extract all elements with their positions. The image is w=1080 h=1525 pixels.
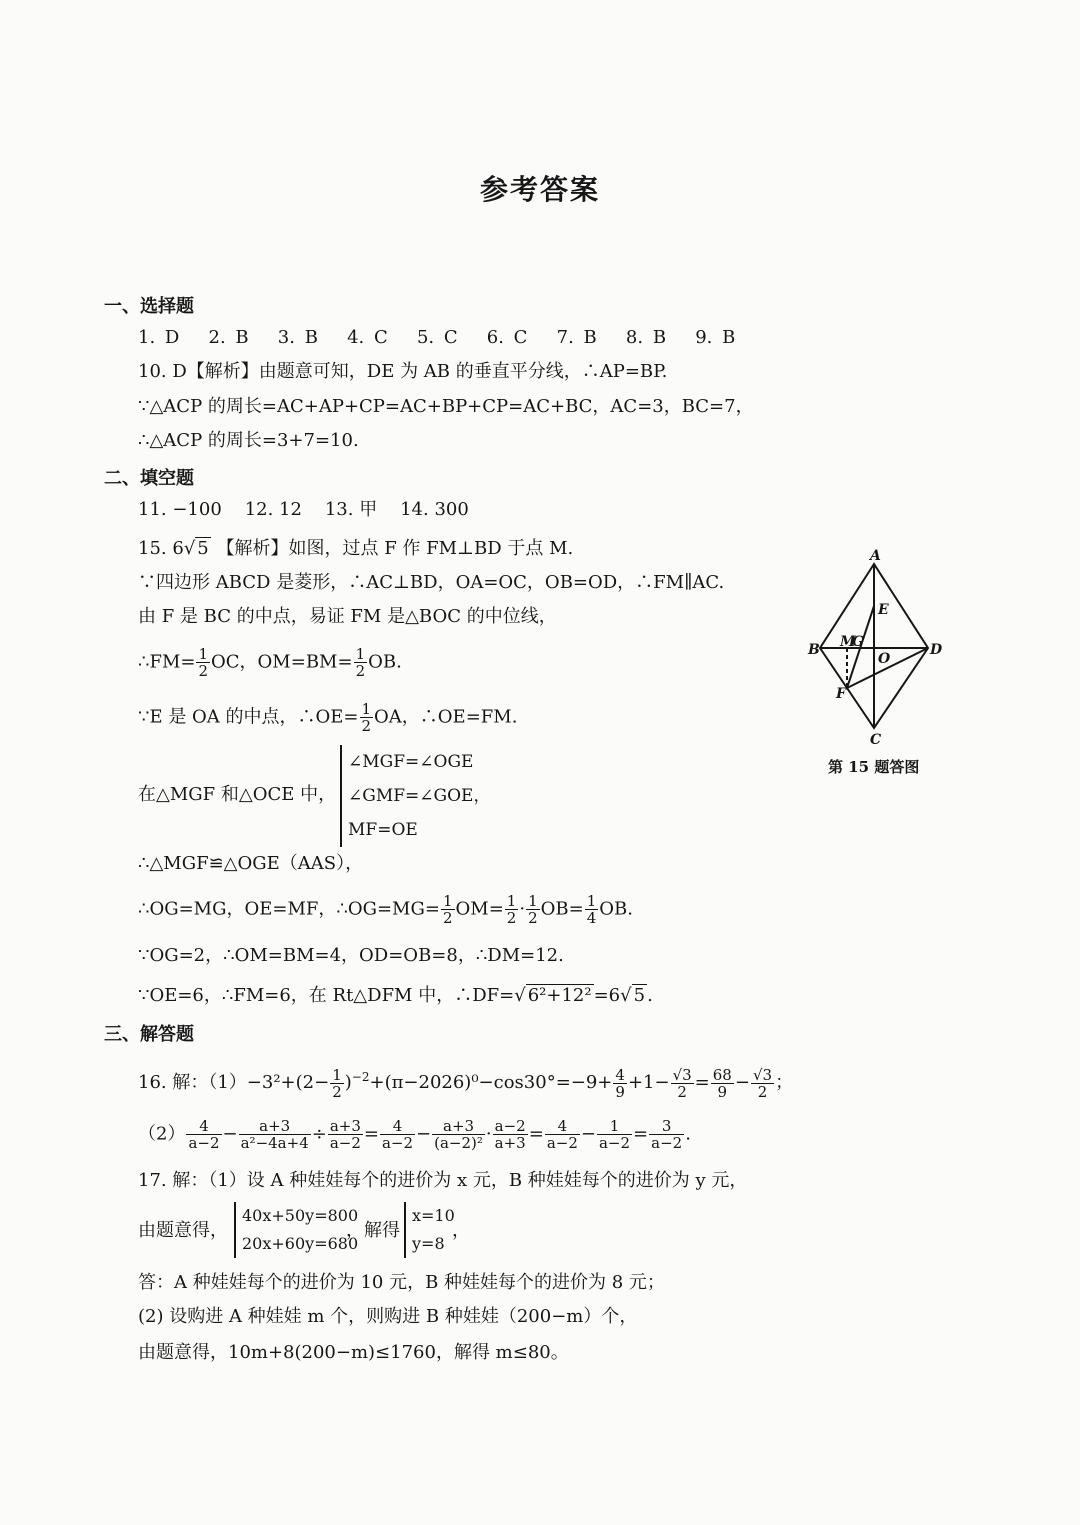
text: OA，∴OE=FM. xyxy=(374,706,518,728)
text: ∵E 是 OA 的中点，∴OE= xyxy=(138,706,359,728)
numerator: 3 xyxy=(649,1118,684,1135)
operator: − xyxy=(416,1123,432,1145)
condition-row: ∠MGF=∠OGE xyxy=(348,752,474,772)
section-heading-fill: 二、填空题 xyxy=(104,468,194,489)
q17-solve-label: ，解得 xyxy=(346,1220,400,1241)
q15-line5 xyxy=(138,701,517,734)
q17-line1: 17. 解：（1）设 A 种娃娃每个的进价为 x 元，B 种娃娃每个的进价为 y 元， xyxy=(138,1170,748,1191)
figure-caption: 第 15 题答图 xyxy=(828,758,920,776)
text: OM= xyxy=(455,898,504,920)
label-g: G xyxy=(852,634,864,650)
text: OB. xyxy=(599,898,633,920)
label-d: D xyxy=(930,642,943,658)
text: ∵OE=6，∴FM=6，在 Rt△DFM 中，∴DF= xyxy=(138,985,515,1006)
answer-13: 13. 甲 xyxy=(324,499,378,520)
denominator: 2 xyxy=(355,662,366,680)
numerator: a+3 xyxy=(239,1118,311,1135)
numerator: a+3 xyxy=(329,1117,361,1135)
text: . xyxy=(647,985,653,1006)
denominator: 2 xyxy=(677,1082,687,1101)
text: ∴OG=MG，OE=MF，∴OG=MG= xyxy=(138,898,440,920)
text: OC，OM=BM= xyxy=(211,651,353,673)
operator: = xyxy=(528,1123,544,1145)
fraction-half xyxy=(526,893,540,926)
numerator: 1 xyxy=(361,700,372,718)
numerator: 4 xyxy=(545,1118,580,1135)
text: ) xyxy=(344,1072,352,1093)
page-title: 参考答案 xyxy=(479,173,600,206)
answer-2: 2. B xyxy=(208,327,249,348)
fraction-half xyxy=(330,1067,344,1100)
operator: ÷ xyxy=(311,1123,327,1145)
operator: = xyxy=(633,1123,649,1145)
numerator: 1 xyxy=(506,892,517,910)
label-o: O xyxy=(878,651,891,667)
numerator: 1 xyxy=(442,892,453,910)
fraction xyxy=(186,1118,221,1151)
text: 16. 解：（1）−3²+ xyxy=(138,1072,296,1093)
text: OB= xyxy=(540,898,584,920)
q10-line1: 10. D【解析】由题意可知，DE 为 AB 的垂直平分线，∴AP=BP. xyxy=(138,361,668,382)
fraction xyxy=(751,1067,774,1100)
condition-row: MF=OE xyxy=(348,820,418,840)
answer-3: 3. B xyxy=(277,327,318,348)
answer-7: 7. B xyxy=(556,327,597,348)
answer-5: 5. C xyxy=(416,327,458,348)
rhombus-figure xyxy=(800,548,960,748)
numerator: 1 xyxy=(332,1065,342,1084)
numerator: a+3 xyxy=(432,1118,485,1135)
fraction xyxy=(380,1118,415,1151)
choice-answers xyxy=(138,325,735,351)
numerator: a−2 xyxy=(494,1117,526,1135)
denominator: 2 xyxy=(332,1082,342,1101)
equation-row: 40x+50y=800 xyxy=(242,1206,359,1225)
sqrt-expression: 5 xyxy=(633,985,646,1006)
fraction xyxy=(671,1067,694,1100)
text: − xyxy=(734,1072,750,1093)
q15-line10: ∵OE=6，∴FM=6，在 Rt△DFM 中，∴DF=√ 6²+12² =6√ 5 . xyxy=(138,985,653,1006)
section-heading-solution: 三、解答题 xyxy=(104,1024,194,1045)
q15-analysis: 【解析】如图，过点 F 作 FM⊥BD 于点 M. xyxy=(216,538,574,559)
condition-row: ∠GMF=∠GOE， xyxy=(348,786,491,806)
label-m: M xyxy=(840,634,856,650)
label-a: A xyxy=(870,548,881,564)
denominator: 4 xyxy=(586,909,597,927)
numerator: 1 xyxy=(586,892,597,910)
solution-row: y=8 xyxy=(412,1234,445,1253)
denominator: 2 xyxy=(361,717,372,735)
text: . xyxy=(685,1123,691,1145)
denominator: 2 xyxy=(757,1082,768,1101)
fraction-half xyxy=(441,893,455,926)
sqrt-expression: 6²+12² xyxy=(527,985,592,1006)
operator: − xyxy=(580,1123,596,1145)
numerator: 1 xyxy=(528,892,538,910)
section-heading-choice: 一、选择题 xyxy=(104,296,194,317)
denominator: a−2 xyxy=(651,1134,683,1152)
fraction xyxy=(239,1118,311,1151)
numerator: 1 xyxy=(597,1118,632,1135)
denominator: (a−2)² xyxy=(434,1134,483,1152)
q15-line9: ∵OG=2，∴OM=BM=4，OD=OB=8，∴DM=12. xyxy=(138,945,564,966)
fraction-half xyxy=(354,646,368,679)
text: ∴FM= xyxy=(138,651,196,673)
denominator: a−2 xyxy=(381,1134,414,1152)
numerator: 1 xyxy=(355,645,366,663)
fraction xyxy=(613,1067,627,1100)
numerator: 1 xyxy=(198,645,209,663)
q15-line2: ∵四边形 ABCD 是菱形，∴AC⊥BD，OA=OC，OB=OD，∴FM∥AC. xyxy=(138,572,725,593)
fraction-half xyxy=(505,893,519,926)
answer-9: 9. B xyxy=(695,327,736,348)
answer-8: 8. B xyxy=(625,327,667,348)
fraction xyxy=(432,1118,485,1151)
q15-sqrt: 5 xyxy=(197,538,209,559)
text: ； xyxy=(775,1072,794,1093)
text: +1− xyxy=(627,1072,670,1093)
fraction-half xyxy=(196,646,210,679)
operator: − xyxy=(222,1123,238,1145)
q10-line3: ∴△ACP 的周长=3+7=10. xyxy=(138,430,359,451)
q17-line3: 答：A 种娃娃每个的进价为 10 元，B 种娃娃每个的进价为 8 元； xyxy=(138,1272,665,1293)
denominator: 2 xyxy=(198,662,209,680)
label-b: B xyxy=(808,642,820,658)
fraction xyxy=(597,1118,632,1151)
solution-row: x=10 xyxy=(412,1206,455,1225)
q15-answer: 15. 6 xyxy=(138,538,184,559)
fraction xyxy=(545,1118,580,1151)
denominator: 9 xyxy=(615,1082,625,1101)
fraction xyxy=(328,1118,363,1151)
numerator: √3 xyxy=(672,1065,692,1084)
numerator: √3 xyxy=(752,1065,773,1084)
answer-4: 4. C xyxy=(347,327,388,348)
denominator: a²−4a+4 xyxy=(240,1134,309,1152)
denominator: a−2 xyxy=(188,1134,220,1152)
q17-equation-system xyxy=(234,1202,358,1258)
operator: · xyxy=(485,1123,492,1145)
equation-row: 20x+60y=680 xyxy=(242,1234,359,1253)
q15-line4 xyxy=(138,646,402,679)
q15-line6-lead: 在△MGF 和△OCE 中， xyxy=(138,784,337,805)
label-f: F xyxy=(836,686,846,702)
denominator: 2 xyxy=(528,909,538,927)
q15-line7: ∴△MGF≌△OGE（AAS）， xyxy=(138,853,364,874)
label-e: E xyxy=(878,602,889,618)
denominator: 2 xyxy=(442,909,453,927)
text: +(π−2026)⁰−cos30°=−9+ xyxy=(369,1072,613,1093)
denominator: a−2 xyxy=(329,1134,361,1152)
fraction-quarter xyxy=(585,893,599,926)
q15-line8 xyxy=(138,893,633,926)
denominator: 2 xyxy=(506,909,517,927)
exponent: −2 xyxy=(351,1070,370,1084)
fill-answers xyxy=(138,497,469,523)
q10-line2: ∵△ACP 的周长=AC+AP+CP=AC+BP+CP=AC+BC，AC=3，BC=7， xyxy=(138,396,754,417)
fraction xyxy=(649,1118,684,1151)
answer-1: 1. D xyxy=(138,327,180,348)
numerator: 4 xyxy=(380,1118,415,1135)
q15-line1: 15. 6√ 5 【解析】如图，过点 F 作 FM⊥BD 于点 M. xyxy=(138,538,574,559)
q17-solution-system xyxy=(404,1202,455,1258)
answer-11: 11. −100 xyxy=(138,499,222,520)
text: =6 xyxy=(593,985,621,1006)
numerator: 4 xyxy=(615,1065,625,1084)
q17-line2-lead: 由题意得， xyxy=(138,1220,228,1241)
numerator: 68 xyxy=(712,1065,732,1084)
numerator: 4 xyxy=(186,1118,221,1135)
denominator: a−2 xyxy=(546,1134,578,1152)
answer-6: 6. C xyxy=(486,327,528,348)
operator: = xyxy=(363,1123,379,1145)
denominator: 9 xyxy=(717,1082,728,1101)
q17-line5: 由题意得，10m+8(200−m)≤1760，解得 m≤80。 xyxy=(138,1342,569,1363)
fraction-half xyxy=(360,701,374,734)
denominator: a−2 xyxy=(598,1134,631,1152)
q16-part1 xyxy=(138,1064,793,1100)
text: = xyxy=(694,1072,710,1093)
text: （2） xyxy=(138,1123,186,1145)
label-c: C xyxy=(870,732,882,748)
answer-14: 14. 300 xyxy=(400,499,469,520)
answer-12: 12. 12 xyxy=(244,499,302,520)
q17-line4: (2) 设购进 A 种娃娃 m 个，则购进 B 种娃娃（200−m）个， xyxy=(138,1306,638,1327)
q15-congruence-system xyxy=(340,745,490,847)
text: · xyxy=(519,898,526,920)
text: OB. xyxy=(368,651,402,673)
text: (2− xyxy=(295,1072,330,1093)
denominator: a+3 xyxy=(494,1134,526,1152)
fraction xyxy=(493,1118,528,1151)
q16-part2 xyxy=(138,1118,691,1151)
q15-line3: 由 F 是 BC 的中点，易证 FM 是△BOC 的中位线， xyxy=(138,606,557,627)
fraction xyxy=(711,1067,734,1100)
q17-line2-end: ， xyxy=(452,1220,470,1241)
